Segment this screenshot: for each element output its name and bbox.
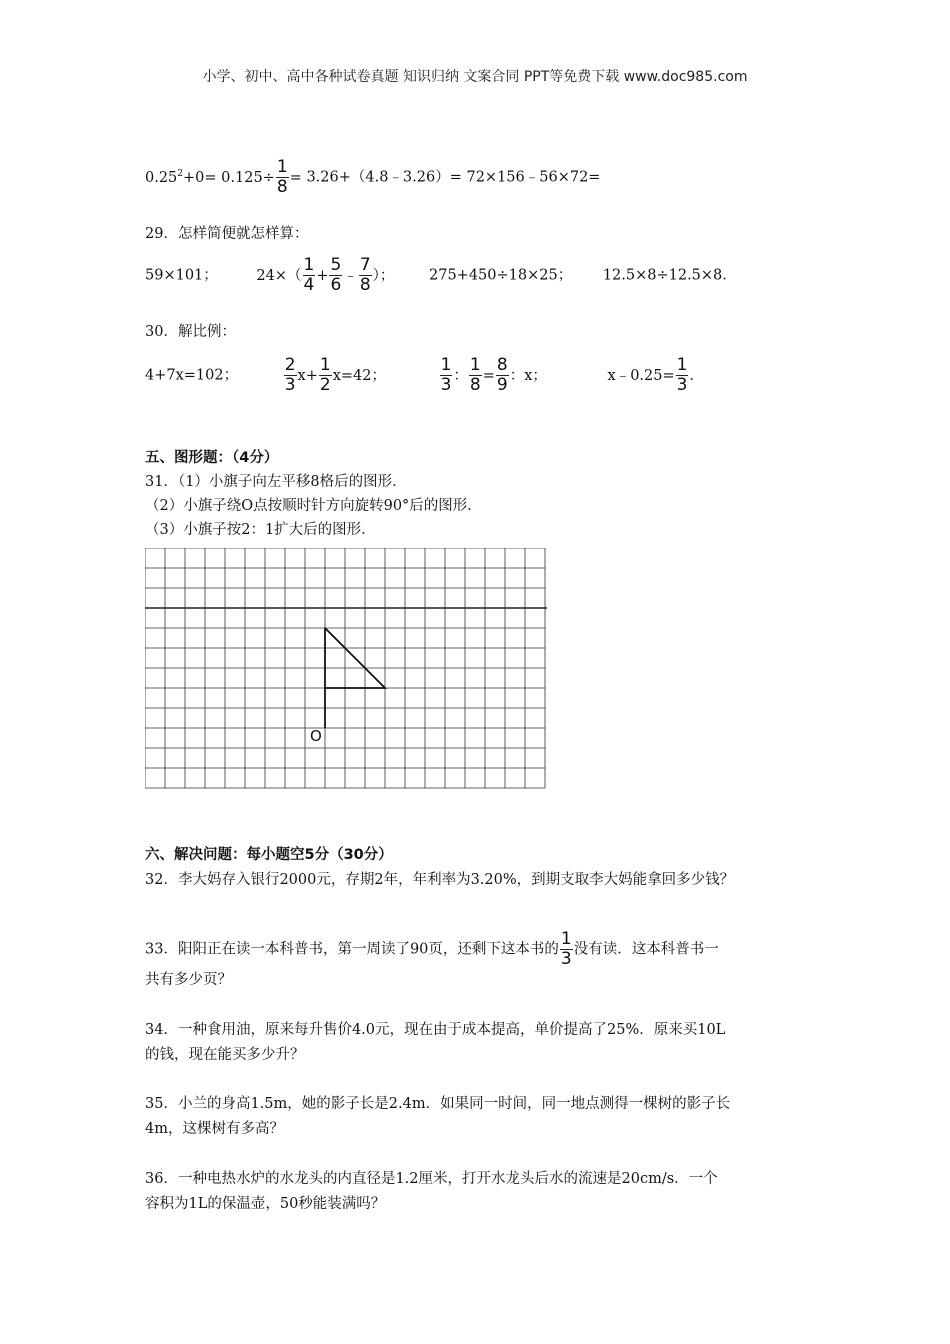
point-o-label: O bbox=[310, 727, 322, 745]
flag bbox=[325, 628, 385, 728]
q30-title: 30．解比例： bbox=[145, 324, 236, 340]
q33-line1: 33．阳阳正在读一本科普书，第一周读了90页，还剩下这本书的 $\frac{1}{3}$ 没有读．这本科普书一 bbox=[145, 929, 719, 969]
q31-part1: 31．（1）小旗子向左平移8格后的图形． bbox=[145, 474, 407, 490]
q32: 32．李大妈存入银行2000元，存期2年，年利率为3.20%，到期支取李大妈能拿回多少钱？ bbox=[145, 872, 735, 888]
q31-part2: （2）小旗子绕O点按顺时针方向旋转90°后的图形． bbox=[145, 498, 482, 514]
q29-row bbox=[145, 256, 737, 295]
section5-title: 五、图形题：（4分） bbox=[145, 450, 279, 466]
q29-expr-4: 12.5×8÷12.5×8． bbox=[602, 267, 737, 284]
q35-line1: 35．小兰的身高1.5m，她的影子长是2.4m．如果同一时间，同一地点测得一棵树的影子长 bbox=[145, 1096, 731, 1112]
q31-part3: （3）小旗子按2：1扩大后的图形． bbox=[145, 522, 376, 538]
page-header: 小学、初中、高中各种试卷真题 知识归纳 文案合同 PPT等免费下载 www.doc985.com bbox=[202, 69, 748, 85]
drawing-grid[interactable] bbox=[145, 548, 551, 792]
flag-triangle bbox=[325, 628, 385, 688]
q29-expr-3: 275+450÷18×25； bbox=[429, 267, 573, 284]
q28-expr-b: 0.125÷ $\frac{1}{8}$ = bbox=[221, 157, 302, 197]
q29-title: 29．怎样简便就怎样算： bbox=[145, 226, 309, 242]
section6-title: 六、解决问题：每小题空5分（30分） bbox=[145, 847, 393, 863]
q34-line2: 的钱，现在能买多少升？ bbox=[145, 1047, 305, 1063]
q30-expr-1: 4+7x=102； bbox=[145, 367, 239, 384]
q30-expr-2: $\frac{2}{3}$ x+ $\frac{1}{2}$ x=42； bbox=[284, 355, 386, 395]
q29-expr-1: 59×101； bbox=[145, 267, 218, 284]
q33-line2: 共有多少页？ bbox=[145, 972, 232, 988]
q30-row bbox=[145, 356, 704, 395]
q28-expr-d: 72×156﹣56×72= bbox=[466, 169, 601, 186]
q28-expr-c: 3.26+（4.8﹣3.26）= bbox=[306, 169, 462, 186]
q30-expr-3: $\frac{1}{3}$ ： $\frac{1}{8}$ = $\frac{8}{9}$ ：x； bbox=[440, 355, 547, 395]
q36-line1: 36．一种电热水炉的水龙头的内直径是1.2厘米，打开水龙头后水的流速是20cm/s．一个 bbox=[145, 1171, 718, 1187]
q35-line2: 4m，这棵树有多高？ bbox=[145, 1121, 284, 1137]
q28-row bbox=[145, 158, 600, 197]
q36-line2: 容积为1L的保温壶，50秒能装满吗？ bbox=[145, 1196, 386, 1212]
q28-expr-a: $0.25^2+0=$ bbox=[145, 168, 217, 186]
grid-lines bbox=[145, 548, 545, 788]
q29-expr-2: 24×（ $\frac{1}{4}$ + $\frac{5}{6}$ ﹣ $\frac{7}{8}$ ）； bbox=[256, 255, 395, 295]
q30-expr-4: x﹣0.25= $\frac{1}{3}$ ． bbox=[607, 355, 704, 395]
q34-line1: 34．一种食用油，原来每升售价4.0元，现在由于成本提高，单价提高了25%．原来买10L bbox=[145, 1022, 726, 1038]
